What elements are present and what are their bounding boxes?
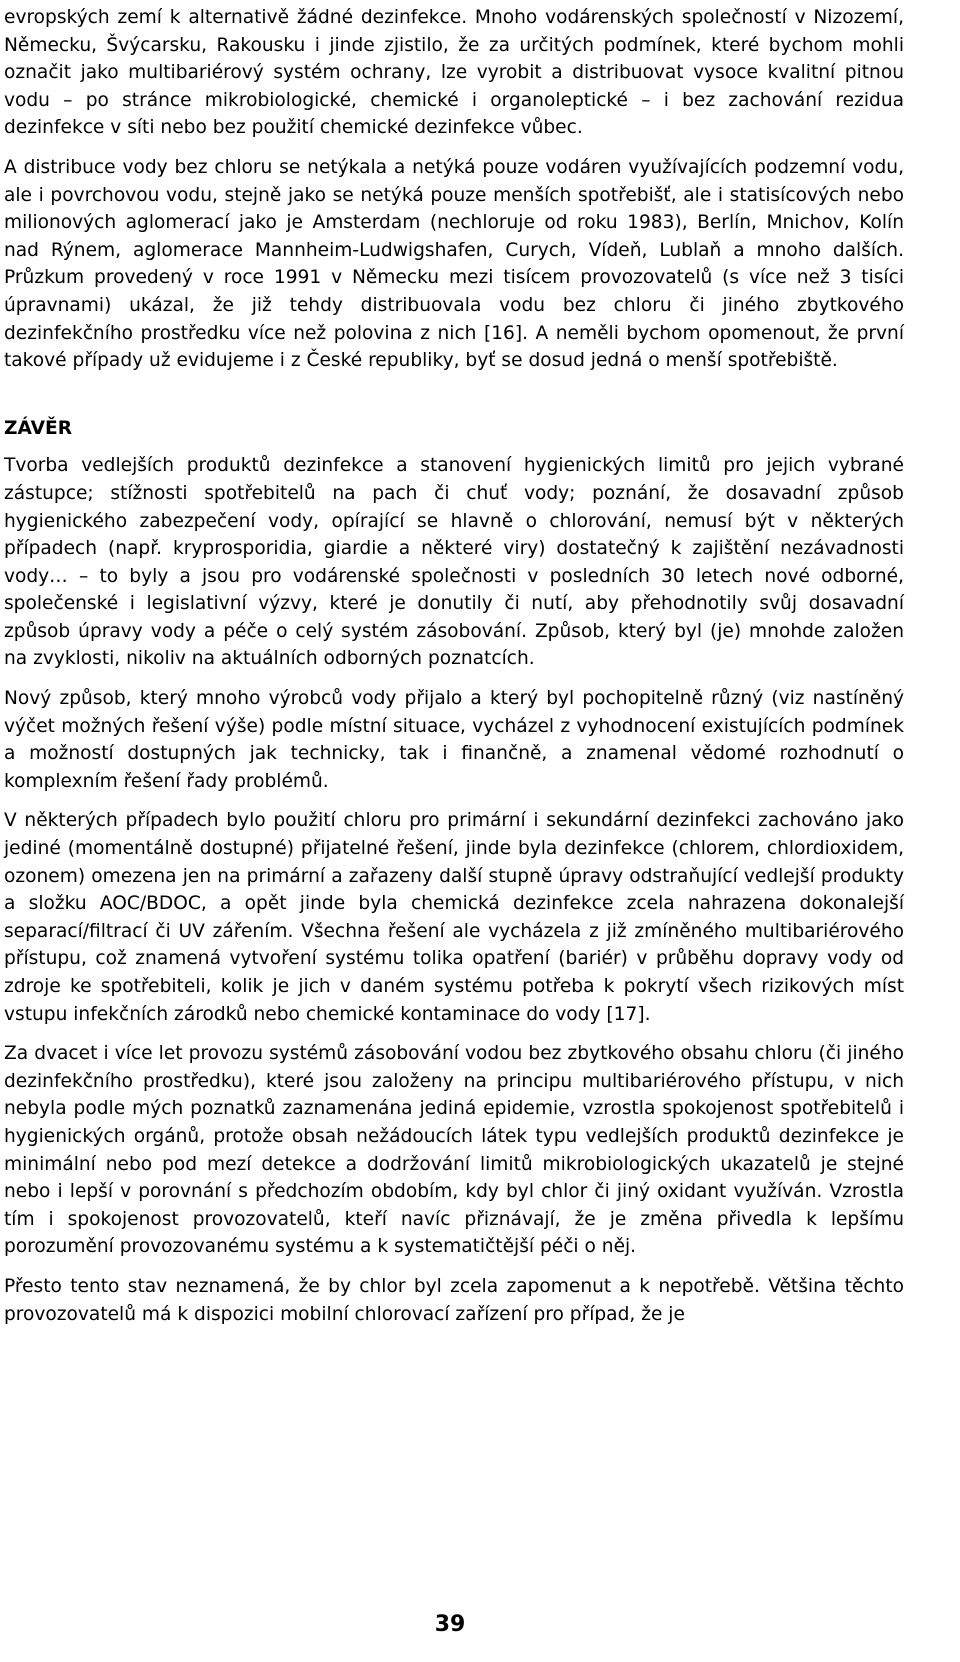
- paragraph-intro-continuation: evropských zemí k alternativě žádné dezinfekce. Mnoho vodárenských společností v Nizozemí, Německu, Švýcarsku, Rakousku i jinde zjistilo, že za určitých podmínek, které bychom mohli označit jako multibariérový systém ochrany, lze vyrobit a distribuovat vysoce kvalitní pitnou vodu – po stránce mikrobiologické, chemické i organoleptické – i bez zachování rezidua dezinfekce v síti nebo bez použití chemické dezinfekce vůbec.: [4, 7, 904, 139]
- paragraph-conclusion-4: Za dvacet i více let provozu systémů zásobování vodou bez zbytkového obsahu chloru (či jiného dezinfekčního prostředku), které jsou založeny na principu multibariérového přístupu, v nich nebyla podle mých poznatků zaznamenána jediná epidemie, vzrostla spokojenost spotřebitelů i hygienických orgánů, protože obsah nežádoucích látek typu vedlejších produktů dezinfekce je minimální nebo pod mezí detekce a dodržování limitů mikrobiologických ukazatelů je stejné nebo i lepší v porovnání s předchozím obdobím, kdy byl chlor či jiný oxidant využíván. Vzrostla tím i spokojenost provozovatelů, kteří navíc přiznávají, že je změna přivedla k lepšímu porozumění provozovanému systému a k systematičtější péči o něj.: [4, 1043, 904, 1258]
- paragraph-conclusion-2: Nový způsob, který mnoho výrobců vody přijalo a který byl pochopitelně různý (viz nastíněný výčet možných řešení výše) podle místní situace, vycházel z vyhodnocení existujících podmínek a možností dostupných jak technicky, tak i finančně, a znamenal vědomé rozhodnutí o komplexním řešení řady problémů.: [4, 688, 904, 792]
- paragraph-conclusion-3: V některých případech bylo použití chloru pro primární i sekundární dezinfekci zachováno jako jediné (momentálně dostupné) přijatelné řešení, jinde byla dezinfekce (chlorem, chlordioxidem, ozonem) omezena jen na primární a zařazeny další stupně úpravy odstraňující vedlejší produkty a složku AOC/BDOC, a opět jinde byla chemická dezinfekce zcela nahrazena dokonalejší separací/filtrací či UV zářením. Všechna řešení ale vycházela z již zmíněného multibariérového přístupu, což znamená vytvoření systému tolika opatření (bariér) v průběhu dopravy vody od zdroje ke spotřebiteli, kolik je jich v daném systému potřeba k pokrytí všech rizikových míst vstupu infekčních zárodků nebo chemické kontaminace do vody [17].: [4, 810, 904, 1025]
- paragraph-chlorine-free-distribution: A distribuce vody bez chloru se netýkala a netýká pouze vodáren využívajících podzemní vodu, ale i povrchovou vodu, stejně jako se netýká pouze menších spotřebišť, ale i statisícových nebo milionových aglomerací jako je Amsterdam (nechloruje od roku 1983), Berlín, Mnichov, Kolín nad Rýnem, aglomerace Mannheim-Ludwigshafen, Curych, Vídeň, Lublaň a mnoho dalších. Průzkum provedený v roce 1991 v Německu mezi tisícem provozovatelů (s více než 3 tisíci úpravnami) ukázal, že již tehdy distribuovala vodu bez chloru či jiného zbytkového dezinfekčního prostředku více než polovina z nich [16]. A neměli bychom opomenout, že první takové případy už evidujeme i z České republiky, byť se dosud jedná o menší spotřebiště.: [4, 156, 904, 372]
- paragraph-conclusion-1: Tvorba vedlejších produktů dezinfekce a stanovení hygienických limitů pro jejich vybrané zástupce; stížnosti spotřebitelů na pach či chuť vody; poznání, že dosavadní způsob hygienického zabezpečení vody, opírající se hlavně o chlorování, nemusí být v některých případech (např. kryprosporidia, giardie a některé viry) dostatečný k zajištění nezávadnosti vody… – to byly a jsou pro vodárenské společnosti v posledních 30 letech nové odborné, společenské i legislativní výzvy, které je donutily či nutí, aby přehodnotily svůj dosavadní způsob úpravy vody a péče o celý systém zásobování. Způsob, který byl (je) mnohde založen na zvyklosti, nikoliv na aktuálních odborných poznatcích.: [4, 455, 904, 670]
- paragraph-conclusion-5: Přesto tento stav neznamená, že by chlor byl zcela zapomenut a k nepotřebě. Většina těchto provozovatelů má k dispozici mobilní chlorovací zařízení pro případ, že je: [4, 1275, 904, 1325]
- page-number: 39: [434, 1612, 466, 1637]
- section-heading-conclusion: ZÁVĚR: [4, 417, 73, 439]
